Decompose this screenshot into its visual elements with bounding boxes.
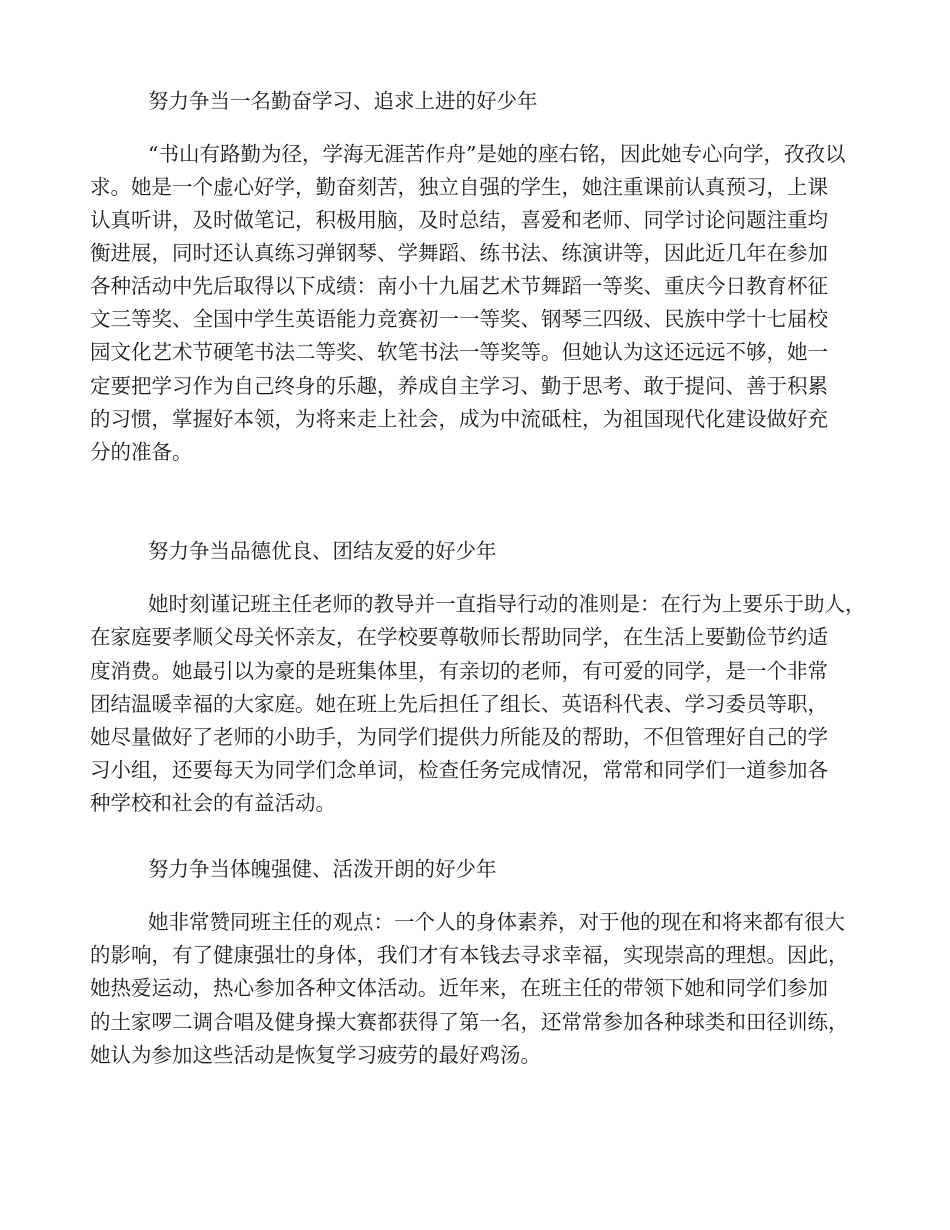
paragraph-line: “书山有路勤为径，学海无涯苦作舟”是她的座右铭，因此她专心向学，孜孜以 [148,142,846,166]
paragraph-line: 种学校和社会的有益活动。 [90,791,336,815]
paragraph-line: 各种活动中先后取得以下成绩：南小十九届艺术节舞蹈一等奖、重庆今日教育杯征 [90,274,828,298]
paragraph-line: 的土家啰二调合唱及健身操大赛都获得了第一名，还常常参加各种球类和田径训练， [90,1010,849,1034]
paragraph-line: 定要把学习作为自己终身的乐趣，养成自主学习、勤于思考、敢于提问、善于积累 [90,374,828,398]
section-heading: 努力争当一名勤奋学习、追求上进的好少年 [148,89,538,113]
paragraph-line: 的习惯，掌握好本领，为将来走上社会，成为中流砥柱，为祖国现代化建设做好充 [90,407,828,431]
paragraph-line: 她尽量做好了老师的小助手，为同学们提供力所能及的帮助，不但管理好自己的学 [90,725,828,749]
paragraph-line: 衡进展，同时还认真练习弹钢琴、学舞蹈、练书法、练演讲等，因此近几年在参加 [90,241,828,265]
paragraph-line: 园文化艺术节硬笔书法二等奖、软笔书法一等奖等。但她认为这还远远不够，她一 [90,340,828,364]
paragraph-line: 她认为参加这些活动是恢复学习疲劳的最好鸡汤。 [90,1043,541,1067]
section-heading: 努力争当品德优良、团结友爱的好少年 [148,539,497,563]
paragraph-line: 的影响，有了健康强壮的身体，我们才有本钱去寻求幸福，实现崇高的理想。因此， [90,943,849,967]
paragraph-line: 她非常赞同班主任的观点：一个人的身体素养，对于他的现在和将来都有很大 [148,910,845,934]
paragraph-line: 认真听讲，及时做笔记，积极用脑，及时总结，喜爱和老师、同学讨论问题注重均 [90,208,828,232]
paragraph-line: 在家庭要孝顺父母关怀亲友，在学校要尊敬师长帮助同学，在生活上要勤俭节约适 [90,625,828,649]
paragraph-line: 文三等奖、全国中学生英语能力竞赛初一一等奖、钢琴三四级、民族中学十七届校 [90,307,828,331]
section-heading: 努力争当体魄强健、活泼开朗的好少年 [148,857,497,881]
paragraph-line: 她时刻谨记班主任老师的教导并一直指导行动的准则是：在行为上要乐于助人， [148,592,866,616]
paragraph-line: 习小组，还要每天为同学们念单词，检查任务完成情况，常常和同学们一道参加各 [90,758,828,782]
paragraph-line: 求。她是一个虚心好学，勤奋刻苦，独立自强的学生，她注重课前认真预习，上课 [90,175,828,199]
paragraph-line: 分的准备。 [90,440,193,464]
paragraph-line: 度消费。她最引以为豪的是班集体里，有亲切的老师，有可爱的同学，是一个非常 [90,659,828,683]
paragraph-line: 团结温暖幸福的大家庭。她在班上先后担任了组长、英语科代表、学习委员等职， [90,692,828,716]
paragraph-line: 她热爱运动，热心参加各种文体活动。近年来，在班主任的带领下她和同学们参加 [90,976,828,1000]
